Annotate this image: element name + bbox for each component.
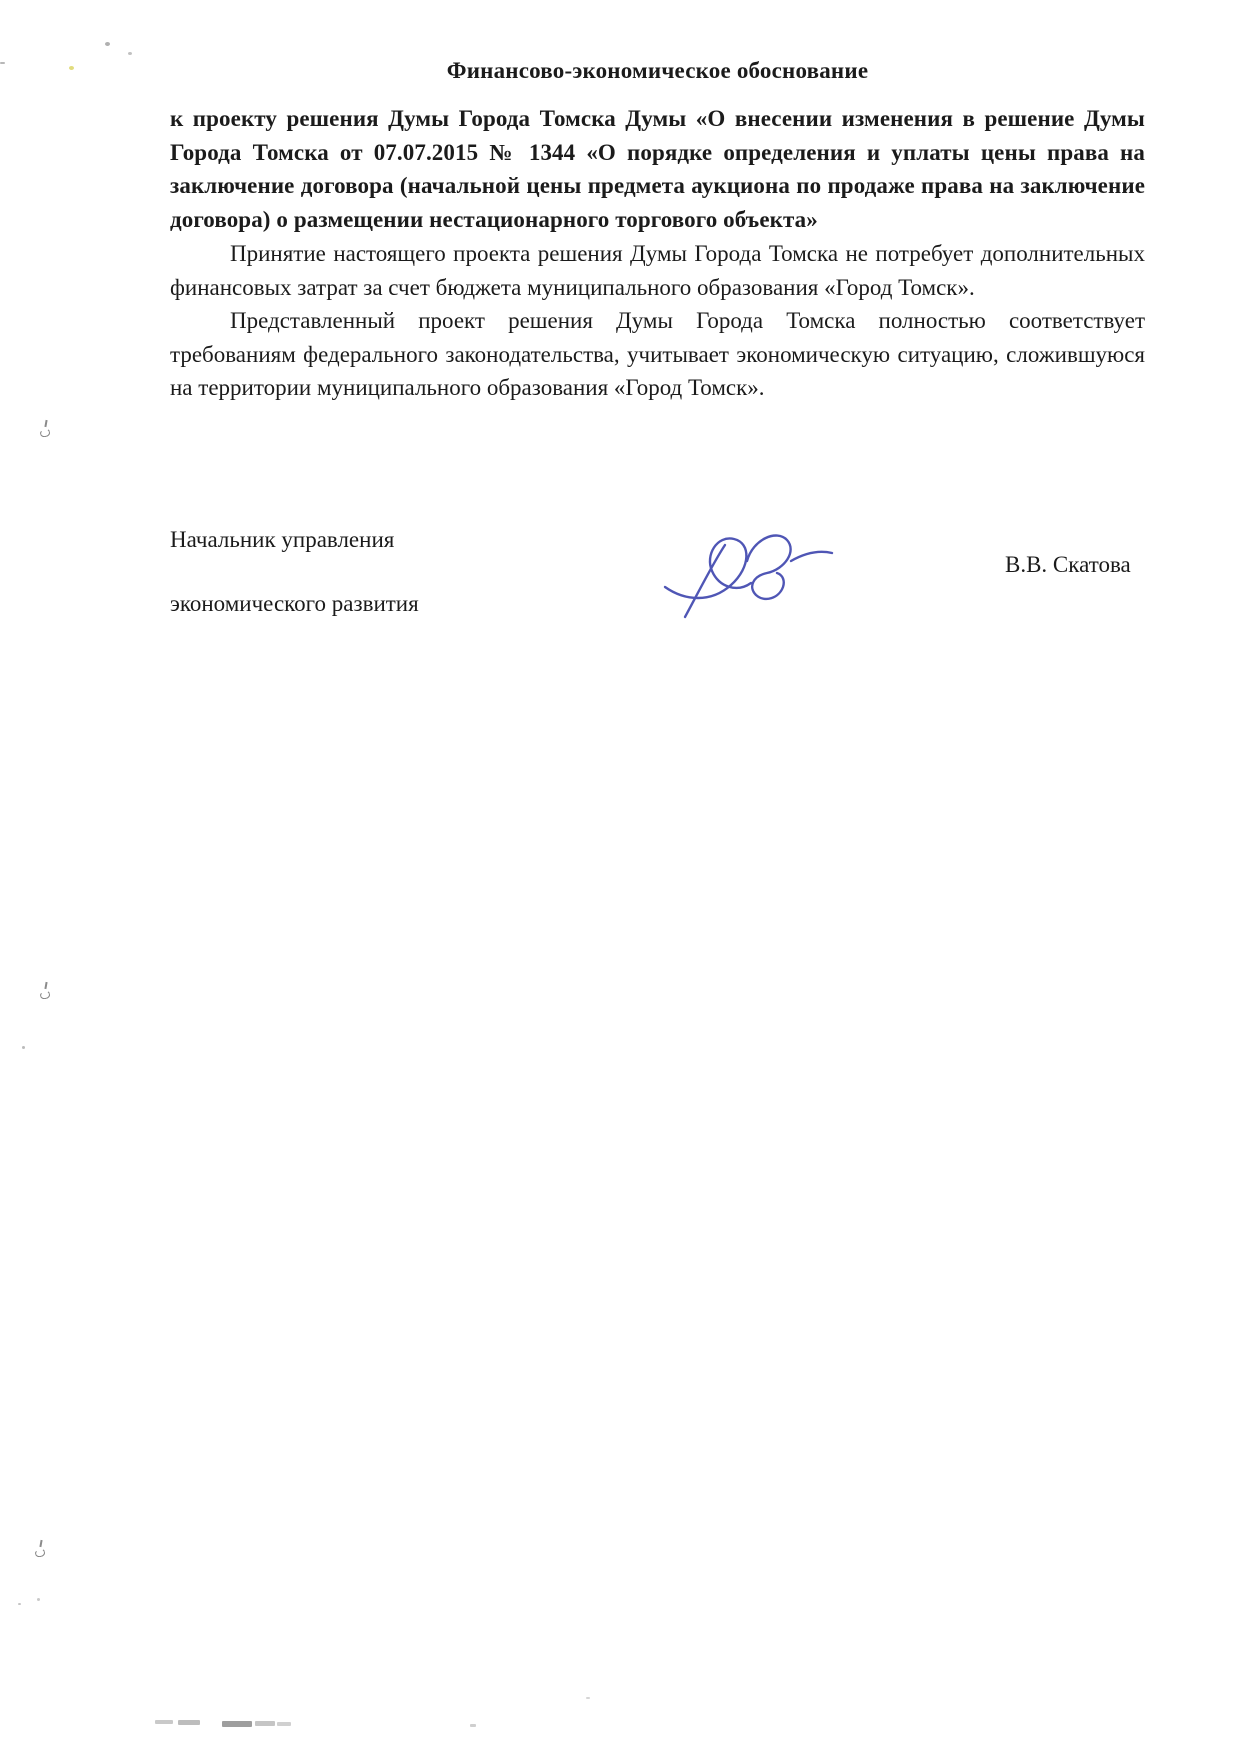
scan-artifact: [35, 1540, 48, 1559]
signature-strokes: [665, 536, 832, 617]
document-body: [170, 237, 1145, 405]
body-paragraph: Принятие настоящего проекта решения Думы Города Томска не потребует дополнительных финансовых затрат за счет бюджета муниципального образования «Город Томск».: [170, 241, 1145, 300]
signer-name: В.В. Скатова: [1005, 552, 1131, 577]
scan-artifact: [0, 62, 5, 64]
scan-artifact: [586, 1697, 590, 1699]
document-title: Финансово-экономическое обоснование: [446, 58, 869, 83]
scan-artifact: [128, 52, 132, 55]
scan-artifact: [40, 982, 53, 1001]
signature-ink: [655, 525, 850, 620]
scan-artifact: [37, 1598, 40, 1601]
scan-artifact: [255, 1721, 275, 1726]
scan-artifact: [69, 66, 74, 70]
body-paragraph: Представленный проект решения Думы Города Томска полностью соответствует требованиям федерального законодательства, учитывает экономическую ситуацию, сложившуюся на территории муниципального образования «Город Томск».: [170, 308, 1145, 400]
signer-position: [170, 524, 419, 620]
scan-artifact: [18, 1603, 21, 1605]
signer-position-line2: экономического развития: [170, 591, 419, 616]
scan-artifact: [222, 1721, 252, 1727]
scan-artifact: [40, 420, 53, 439]
scan-artifact: [470, 1724, 476, 1727]
signer-position-line1: Начальник управления: [170, 527, 395, 552]
scan-artifact: [22, 1046, 25, 1049]
scan-artifact: [178, 1720, 200, 1725]
document-preamble: к проекту решения Думы Города Томска Думы «О внесении изменения в решение Думы Города Томска от 07.07.2015 № 1344 «О порядке определения и уплаты цены права на заключение договора (начальной цены предмета аукциона по продаже права на заключение договора) о размещении нестационарного торгового объекта»: [170, 106, 1145, 232]
scan-artifact: [105, 42, 110, 46]
scan-artifact: [155, 1720, 173, 1724]
scan-artifact: [277, 1722, 291, 1726]
